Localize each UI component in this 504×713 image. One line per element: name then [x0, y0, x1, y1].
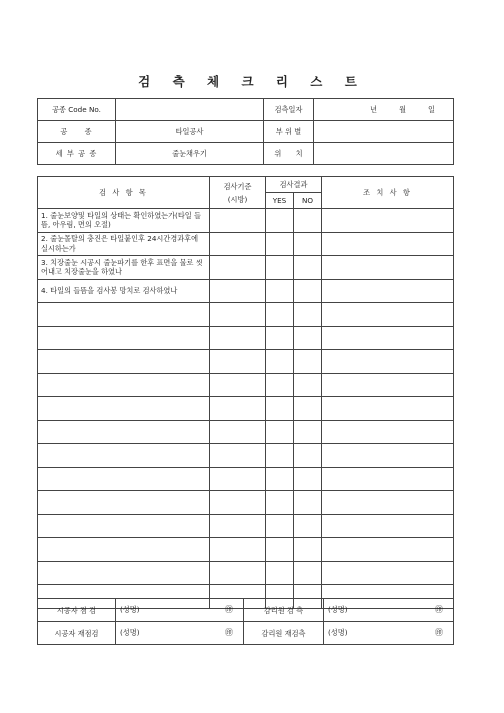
action-cell[interactable]: [322, 514, 454, 538]
name-placeholder: (성명): [328, 605, 348, 614]
action-cell[interactable]: [322, 444, 454, 468]
inspection-item-2: 2. 줄눈몰탈의 충진은 타일붙인후 24시간경과후에 실시하는가: [38, 232, 210, 256]
code-label: 공종 Code No.: [38, 99, 116, 121]
action-cell[interactable]: [322, 420, 454, 444]
no-cell[interactable]: [294, 397, 322, 421]
table-row: [38, 232, 454, 256]
seal-icon: ㊞: [435, 605, 443, 614]
info-table: [37, 98, 454, 165]
date-label: 검측일자: [264, 99, 314, 121]
item-cell[interactable]: [38, 514, 210, 538]
no-cell[interactable]: [294, 209, 322, 233]
standard-cell[interactable]: [210, 444, 266, 468]
table-row: [38, 397, 454, 421]
yes-cell[interactable]: [266, 444, 294, 468]
action-cell[interactable]: [322, 491, 454, 515]
inspection-header-row: [38, 177, 454, 193]
signature-table: [37, 598, 454, 645]
no-cell[interactable]: [294, 373, 322, 397]
signature-row-2: [38, 622, 454, 645]
action-cell[interactable]: [322, 232, 454, 256]
item-cell[interactable]: [38, 397, 210, 421]
yes-cell[interactable]: [266, 420, 294, 444]
item-cell[interactable]: [38, 303, 210, 327]
action-cell[interactable]: [322, 373, 454, 397]
item-header: 검 사 항 목: [38, 177, 210, 209]
standard-cell[interactable]: [210, 232, 266, 256]
yes-cell[interactable]: [266, 538, 294, 562]
action-cell[interactable]: [322, 561, 454, 585]
table-row: [38, 209, 454, 233]
standard-cell[interactable]: [210, 397, 266, 421]
date-year: 년: [370, 105, 378, 114]
action-cell[interactable]: [322, 467, 454, 491]
table-row: [38, 444, 454, 468]
supervisor-reinspection-label: 감리원 재검측: [244, 622, 324, 645]
yes-header: YES: [266, 193, 294, 209]
standard-cell[interactable]: [210, 538, 266, 562]
action-cell[interactable]: [322, 326, 454, 350]
standard-cell[interactable]: [210, 256, 266, 280]
yes-cell[interactable]: [266, 279, 294, 303]
supervisor-reinspection-signature-field[interactable]: [324, 622, 454, 645]
action-cell[interactable]: [322, 303, 454, 327]
item-cell[interactable]: [38, 420, 210, 444]
location-value-field[interactable]: [314, 121, 454, 143]
item-cell[interactable]: [38, 350, 210, 374]
yes-cell[interactable]: [266, 209, 294, 233]
work-value-field[interactable]: 타일공사: [116, 121, 264, 143]
standard-cell[interactable]: [210, 373, 266, 397]
table-row: [38, 256, 454, 280]
table-row: [38, 491, 454, 515]
table-row: [38, 514, 454, 538]
inspection-table: [37, 176, 454, 609]
no-cell[interactable]: [294, 538, 322, 562]
detail-row: [38, 143, 454, 165]
standard-cell[interactable]: [210, 350, 266, 374]
page-title: 검 측 체 크 리 스 트: [138, 74, 366, 89]
no-header: NO: [294, 193, 322, 209]
code-row: [38, 99, 454, 121]
date-field[interactable]: [314, 99, 454, 121]
no-cell[interactable]: [294, 326, 322, 350]
no-cell[interactable]: [294, 303, 322, 327]
result-header: 검사결과: [266, 177, 322, 193]
table-row: [38, 303, 454, 327]
name-placeholder: (성명): [120, 628, 140, 637]
yes-cell[interactable]: [266, 514, 294, 538]
no-cell[interactable]: [294, 561, 322, 585]
no-cell[interactable]: [294, 420, 322, 444]
seal-icon: ㊞: [225, 605, 233, 614]
yes-cell[interactable]: [266, 397, 294, 421]
signature-row-1: [38, 599, 454, 622]
item-cell[interactable]: [38, 373, 210, 397]
inspection-item-1: 1. 줄눈보양및 타일의 상태는 확인하였는가(타일 들뜸, 아우림, 면의 오절): [38, 209, 210, 233]
no-cell[interactable]: [294, 279, 322, 303]
action-cell[interactable]: [322, 209, 454, 233]
yes-cell[interactable]: [266, 373, 294, 397]
work-row: [38, 121, 454, 143]
yes-cell[interactable]: [266, 256, 294, 280]
action-cell[interactable]: [322, 350, 454, 374]
yes-cell[interactable]: [266, 467, 294, 491]
contractor-recheck-signature-field[interactable]: [116, 622, 244, 645]
inspection-item-3: 3. 치장줄눈 시공시 줄눈파기를 한후 표면을 물로 씻어내고 치장줄눈을 하였나: [38, 256, 210, 280]
action-cell[interactable]: [322, 397, 454, 421]
date-month: 월: [399, 105, 407, 114]
work-label: 공 종: [38, 121, 116, 143]
yes-cell[interactable]: [266, 326, 294, 350]
no-cell[interactable]: [294, 514, 322, 538]
action-header: 조 치 사 항: [322, 177, 454, 209]
no-cell[interactable]: [294, 350, 322, 374]
yes-cell[interactable]: [266, 303, 294, 327]
position-label: 위 치: [264, 143, 314, 165]
date-day: 일: [428, 105, 435, 114]
code-value-field[interactable]: [116, 99, 264, 121]
standard-cell[interactable]: [210, 467, 266, 491]
table-row: [38, 326, 454, 350]
standard-cell[interactable]: [210, 279, 266, 303]
yes-cell[interactable]: [266, 232, 294, 256]
seal-icon: ㊞: [435, 628, 443, 637]
contractor-check-signature-field[interactable]: [116, 599, 244, 622]
item-cell[interactable]: [38, 538, 210, 562]
standard-cell[interactable]: [210, 491, 266, 515]
standard-header-line2: (시방): [227, 194, 248, 204]
yes-cell[interactable]: [266, 350, 294, 374]
item-cell[interactable]: [38, 467, 210, 491]
no-cell[interactable]: [294, 491, 322, 515]
item-cell[interactable]: [38, 491, 210, 515]
contractor-check-label: 시공자 점 검: [38, 599, 116, 622]
location-label: 부 위 별: [264, 121, 314, 143]
yes-cell[interactable]: [266, 561, 294, 585]
standard-cell[interactable]: [210, 209, 266, 233]
seal-icon: ㊞: [225, 628, 233, 637]
standard-cell[interactable]: [210, 420, 266, 444]
no-cell[interactable]: [294, 232, 322, 256]
no-cell[interactable]: [294, 256, 322, 280]
name-placeholder: (성명): [120, 605, 140, 614]
yes-cell[interactable]: [266, 491, 294, 515]
inspection-item-4: 4. 타일의 들뜸을 검사봉 망치로 검사하였나: [38, 279, 210, 303]
standard-cell[interactable]: [210, 514, 266, 538]
table-row: [38, 561, 454, 585]
standard-header-line1: 검사기준: [223, 181, 252, 191]
position-value-field[interactable]: [314, 143, 454, 165]
standard-cell[interactable]: [210, 303, 266, 327]
table-row: [38, 350, 454, 374]
item-cell[interactable]: [38, 561, 210, 585]
action-cell[interactable]: [322, 256, 454, 280]
table-row: [38, 420, 454, 444]
supervisor-inspection-label: 감리원 검 측: [244, 599, 324, 622]
no-cell[interactable]: [294, 444, 322, 468]
contractor-recheck-label: 시공자 재점검: [38, 622, 116, 645]
standard-cell[interactable]: [210, 326, 266, 350]
detail-label: 세 부 공 종: [38, 143, 116, 165]
standard-header: [210, 177, 266, 209]
supervisor-inspection-signature-field[interactable]: [324, 599, 454, 622]
standard-cell[interactable]: [210, 561, 266, 585]
action-cell[interactable]: [322, 538, 454, 562]
name-placeholder: (성명): [328, 628, 348, 637]
table-row: [38, 279, 454, 303]
item-cell[interactable]: [38, 444, 210, 468]
table-row: [38, 538, 454, 562]
detail-value-field[interactable]: 줄눈채우기: [116, 143, 264, 165]
item-cell[interactable]: [38, 326, 210, 350]
table-row: [38, 373, 454, 397]
no-cell[interactable]: [294, 467, 322, 491]
action-cell[interactable]: [322, 279, 454, 303]
table-row: [38, 467, 454, 491]
